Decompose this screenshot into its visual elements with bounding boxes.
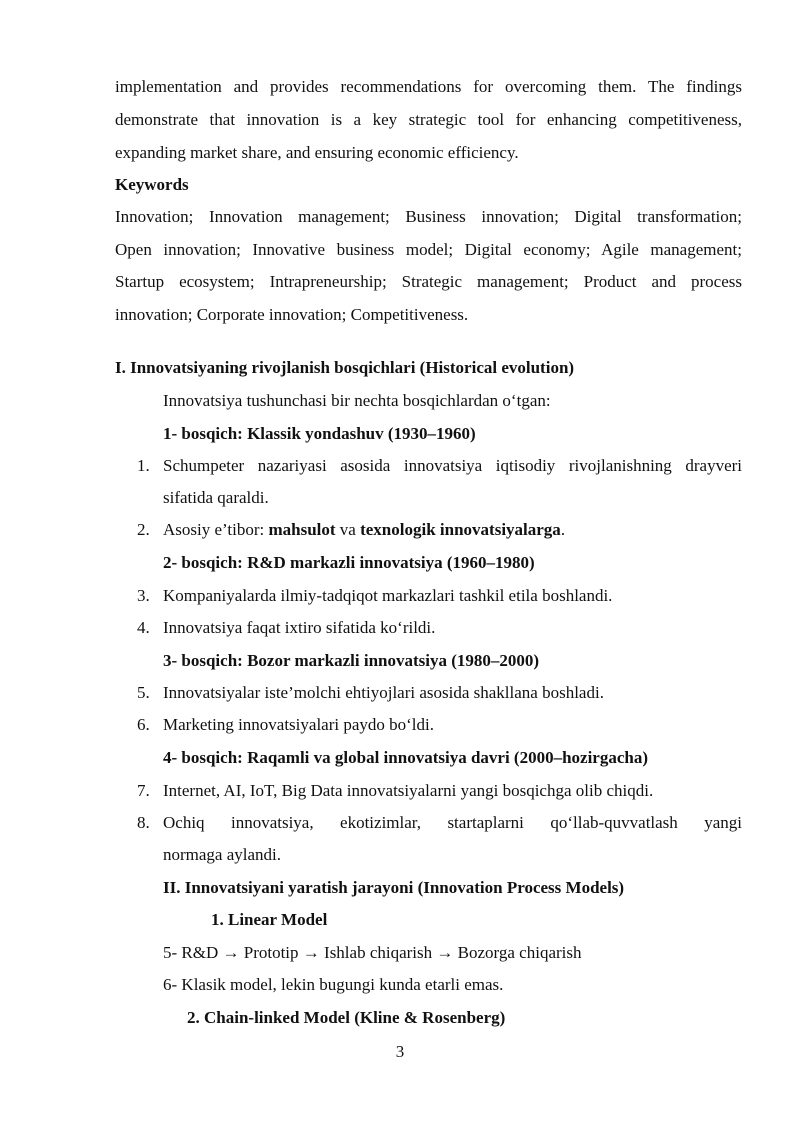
list-number-1: 1. [137, 456, 150, 475]
list-number-3: 3. [137, 586, 150, 605]
list-number-2: 2. [137, 520, 150, 539]
list-item-4: Innovatsiya faqat ixtiro sifatida ko‘rildi. [163, 618, 436, 637]
abstract-line-3: expanding market share, and ensuring economic efficiency. [115, 143, 519, 162]
keywords-line-4: innovation; Corporate innovation; Competitiveness. [115, 305, 469, 324]
list-item-2 [163, 520, 742, 540]
list-item-6: Marketing innovatsiyalari paydo bo‘ldi. [163, 715, 434, 734]
abstract-line-2: demonstrate that innovation is a key strategic tool for enhancing competitiveness, [115, 110, 742, 129]
keywords-line-2: Open innovation; Innovative business model; Digital economy; Agile management; [115, 240, 742, 259]
list-number-5: 5. [137, 683, 150, 702]
list-number-7: 7. [137, 781, 150, 800]
list-number-4: 4. [137, 618, 150, 637]
stage-2-heading: 2- bosqich: R&D markazli innovatsiya (1960–1980) [163, 553, 535, 572]
keywords-line-3: Startup ecosystem; Intrapreneurship; Strategic management; Product and process [115, 272, 742, 291]
list-item-7: Internet, AI, IoT, Big Data innovatsiyalarni yangi bosqichga olib chiqdi. [163, 781, 654, 800]
list-item-3: Kompaniyalarda ilmiy-tadqiqot markazlari tashkil etila boshlandi. [163, 586, 613, 605]
list-item-8-line-1: Ochiq innovatsiya, ekotizimlar, startaplarni qo‘llab-quvvatlash yangi [163, 813, 742, 832]
linear-model-item-5: 5- R&D → Prototip → Ishlab chiqarish → Bozorga chiqarish [163, 943, 582, 962]
stage-4-heading: 4- bosqich: Raqamli va global innovatsiya davri (2000–hozirgacha) [163, 748, 649, 767]
list-number-8: 8. [137, 813, 150, 832]
keywords-heading: Keywords [115, 175, 189, 194]
section-1-intro: Innovatsiya tushunchasi bir nechta bosqichlardan o‘tgan: [163, 391, 551, 410]
keywords-line-1: Innovation; Innovation management; Business innovation; Digital transformation; [115, 207, 742, 226]
stage-3-heading: 3- bosqich: Bozor markazli innovatsiya (1980–2000) [163, 651, 540, 670]
abstract-line-1: implementation and provides recommendations for overcoming them. The findings [115, 77, 742, 96]
linear-model-item-6: 6- Klasik model, lekin bugungi kunda etarli emas. [163, 975, 504, 994]
list-item-2-post: . [560, 520, 566, 539]
list-item-2-bold-2: texnologik innovatsiyalarga [360, 520, 561, 539]
section-1-heading: I. Innovatsiyaning rivojlanish bosqichlari (Historical evolution) [115, 358, 575, 377]
list-item-2-pre: Asosiy e’tibor: [163, 520, 269, 539]
list-item-1-line-1: Schumpeter nazariyasi asosida innovatsiya iqtisodiy rivojlanishning drayveri [163, 456, 742, 475]
list-number-6: 6. [137, 715, 150, 734]
list-item-2-mid: va [335, 520, 361, 539]
list-item-5: Innovatsiyalar iste’molchi ehtiyojlari asosida shakllana boshladi. [163, 683, 604, 702]
stage-1-heading: 1- bosqich: Klassik yondashuv (1930–1960) [163, 424, 476, 443]
list-item-8-line-2: normaga aylandi. [163, 845, 282, 864]
linear-model-heading: 1. Linear Model [211, 910, 328, 929]
list-item-2-bold-1: mahsulot [268, 520, 336, 539]
page-number: 3 [395, 1042, 405, 1061]
section-2-heading: II. Innovatsiyani yaratish jarayoni (Innovation Process Models) [163, 878, 625, 897]
chain-linked-model-heading: 2. Chain-linked Model (Kline & Rosenberg) [187, 1008, 506, 1027]
list-item-1-line-2: sifatida qaraldi. [163, 488, 269, 507]
